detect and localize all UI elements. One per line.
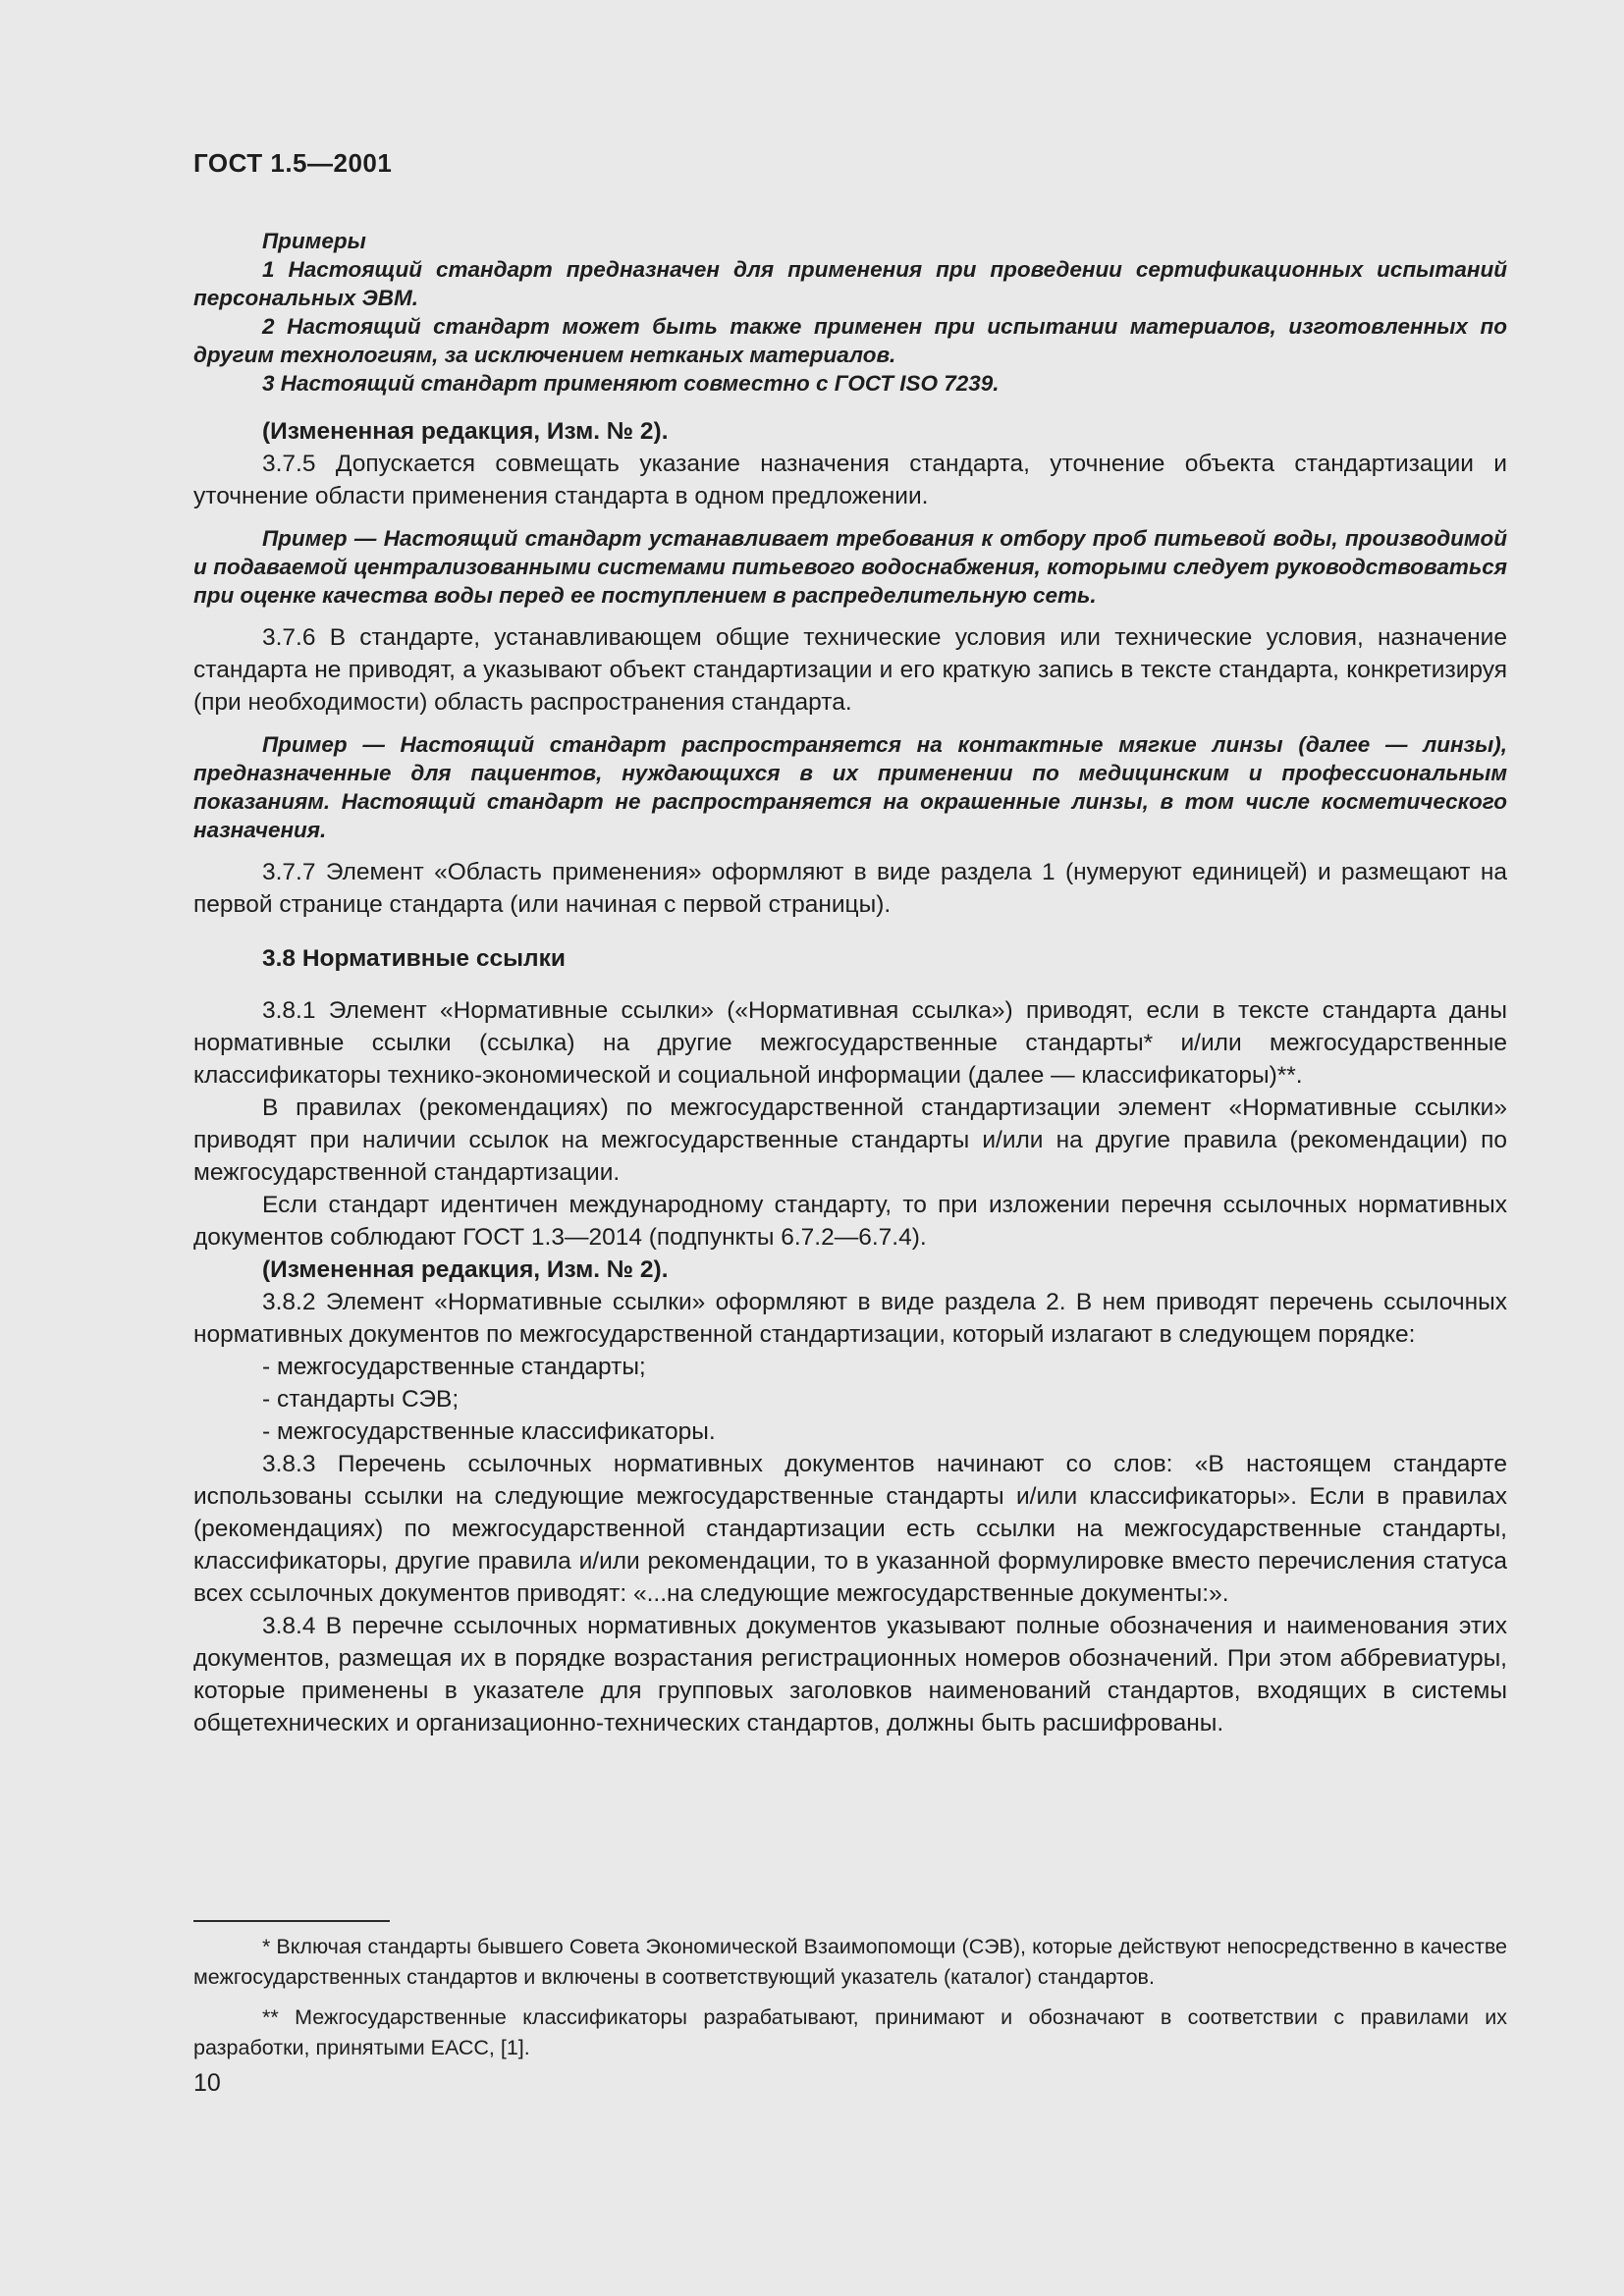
paragraph-3-8-4: 3.8.4 В перечне ссылочных нормативных документов указывают полные обозначения и наименования этих документов, размещая их в порядке возрастания регистрационных номеров обозначений. При этом аббревиатуры, которые применены в указателе для групповых заголовков наименований стандартов, входящих в системы общетехнических и организационно-технических стандартов, должны быть расшифрованы.	[193, 1613, 1507, 1736]
paragraph-3-8-1-identical: Если стандарт идентичен международному стандарту, то при изложении перечня ссылочных нормативных документов соблюдают ГОСТ 1.3—2014 (подпункты 6.7.2—6.7.4).	[193, 1192, 1507, 1251]
footnote-divider	[193, 1920, 390, 1922]
list-item: - стандарты СЭВ;	[262, 1386, 460, 1413]
amendment-note: (Измененная редакция, Изм. № 2).	[262, 1256, 669, 1283]
footnotes	[193, 1932, 1507, 2063]
paragraph-3-7-6: 3.7.6 В стандарте, устанавливающем общие технические условия или технические условия, назначение стандарта не приводят, а указывают объект стандартизации и его краткую запись в тексте стандарта, конкретизируя (при необходимости) область распространения стандарта.	[193, 624, 1507, 716]
document-header: ГОСТ 1.5—2001	[193, 148, 393, 178]
paragraph-3-8-1: 3.8.1 Элемент «Нормативные ссылки» («Нормативная ссылка») приводят, если в тексте стандарта даны нормативные ссылки (ссылка) на другие межгосударственные стандарты* и/или межгосударственные классификаторы технико-экономической и социальной информации (далее — классификаторы)**.	[193, 997, 1507, 1089]
paragraph-3-8-1-rules: В правилах (рекомендациях) по межгосударственной стандартизации элемент «Нормативные ссылки» приводят при наличии ссылок на межгосударственные стандарты и/или на другие правила (рекомендации) по межгосударственной стандартизации.	[193, 1095, 1507, 1186]
page-number: 10	[193, 2069, 221, 2097]
example-3-7-6: Пример — Настоящий стандарт распространяется на контактные мягкие линзы (далее — линзы), предназначенные для пациентов, нуждающихся в их применении по медицинским и профессиональным показаниям. Настоящий стандарт не распространяется на окрашенные линзы, в том числе косметического назначения.	[193, 732, 1507, 842]
paragraph-3-7-7: 3.7.7 Элемент «Область применения» оформляют в виде раздела 1 (нумеруют единицей) и размещают на первой странице стандарта (или начиная с первой страницы).	[193, 859, 1507, 918]
list-item: - межгосударственные стандарты;	[262, 1354, 646, 1380]
footnote-1: * Включая стандарты бывшего Совета Экономической Взаимопомощи (СЭВ), которые действуют непосредственно в качестве межгосударственных стандартов и включены в соответствующий указатель (каталог) стандартов.	[193, 1935, 1507, 1989]
examples-title: Примеры	[262, 229, 366, 253]
document-body	[193, 221, 1507, 1739]
example-1: 1 Настоящий стандарт предназначен для применения при проведении сертификационных испытаний персональных ЭВМ.	[193, 257, 1507, 310]
section-heading-3-8: 3.8 Нормативные ссылки	[262, 945, 566, 972]
paragraph-3-7-5: 3.7.5 Допускается совмещать указание назначения стандарта, уточнение объекта стандартизации и уточнение области применения стандарта в одном предложении.	[193, 451, 1507, 509]
paragraph-3-8-3: 3.8.3 Перечень ссылочных нормативных документов начинают со слов: «В настоящем стандарте использованы ссылки на следующие межгосударственные стандарты и/или классификаторы». Если в правилах (рекомендациях) по межгосударственной стандартизации есть ссылки на межгосударственные стандарты, классификаторы, другие правила и/или рекомендации, то в указанной формулировке вместо перечисления статуса всех ссылочных документов приводят: «...на следующие межгосударственные документы:».	[193, 1451, 1507, 1607]
amendment-note: (Измененная редакция, Изм. № 2).	[262, 418, 669, 445]
example-3: 3 Настоящий стандарт применяют совместно с ГОСТ ISO 7239.	[262, 371, 1000, 396]
example-3-7-5: Пример — Настоящий стандарт устанавливает требования к отбору проб питьевой воды, производимой и подаваемой централизованными системами питьевого водоснабжения, которыми следует руководствоваться при оценке качества воды перед ее поступлением в распределительную сеть.	[193, 526, 1507, 608]
paragraph-3-8-2: 3.8.2 Элемент «Нормативные ссылки» оформляют в виде раздела 2. В нем приводят перечень ссылочных нормативных документов по межгосударственной стандартизации, который излагают в следующем порядке:	[193, 1289, 1507, 1348]
example-2: 2 Настоящий стандарт может быть также применен при испытании материалов, изготовленных по другим технологиям, за исключением нетканых материалов.	[193, 314, 1507, 367]
footnote-2: ** Межгосударственные классификаторы разрабатывают, принимают и обозначают в соответствии с правилами их разработки, принятыми ЕАСС, [1].	[193, 2005, 1507, 2059]
list-item: - межгосударственные классификаторы.	[262, 1418, 716, 1445]
